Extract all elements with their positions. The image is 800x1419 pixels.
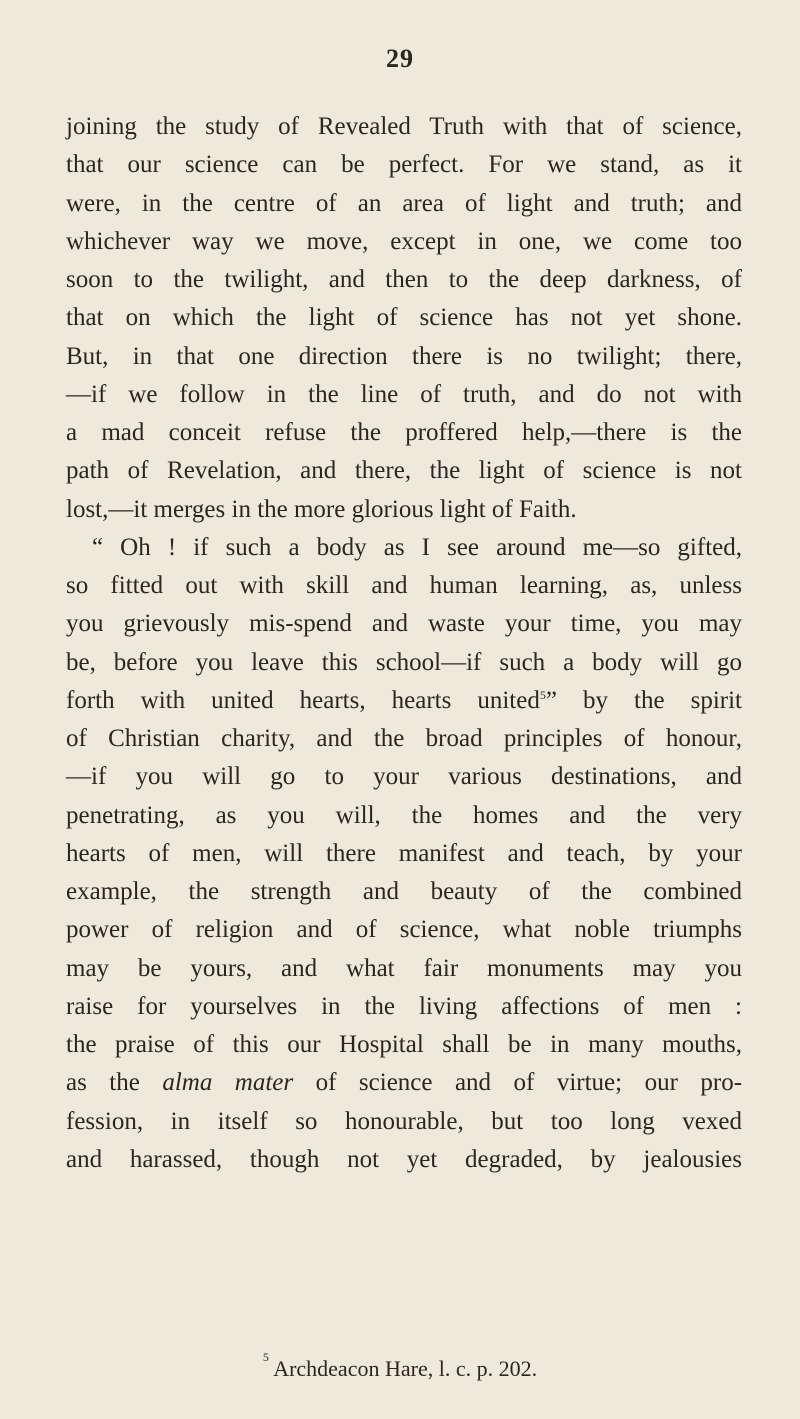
text-line: soon to the twilight, and then to the deep darkness, of <box>66 266 742 293</box>
footnote-mark: 5 <box>262 1350 269 1364</box>
text-line: that our science can be perfect. For we stand, as it <box>66 151 742 179</box>
text-line: a mad conceit refuse the proffered help,—there is the <box>66 419 742 446</box>
text-line: be, before you leave this school—if such a body will go <box>66 648 742 676</box>
text-line: you grievously mis-spend and waste your time, you may <box>66 610 742 638</box>
text-line: were, in the centre of an area of light and truth; and <box>66 189 742 217</box>
footnote-reference: 5 <box>539 687 546 702</box>
text-line: so fitted out with skill and human learning, as, unless <box>66 572 742 599</box>
text-line: of Christian charity, and the broad principles of honour, <box>66 725 742 752</box>
text-line: penetrating, as you will, the homes and the very <box>66 801 742 829</box>
text-line: whichever way we move, except in one, we come too <box>66 227 742 255</box>
text-line: lost,—it merges in the more glorious light of Faith. <box>66 495 577 523</box>
text-line: example, the strength and beauty of the combined <box>66 878 742 905</box>
italic-phrase: alma mater <box>162 1069 294 1097</box>
text-line-with-italic <box>66 1064 742 1102</box>
text-line: path of Revelation, and there, the light of science is not <box>66 457 742 485</box>
text-line: But, in that one direction there is no twilight; there, <box>66 342 742 370</box>
page-number: 29 <box>386 44 414 73</box>
text-line: fession, in itself so honourable, but too long vexed <box>66 1107 742 1135</box>
text-line: power of religion and of science, what noble triumphs <box>66 916 742 944</box>
footnote-text: Archdeacon Hare, l. c. p. 202. <box>273 1356 538 1381</box>
text-line: hearts of men, will there manifest and teach, by your <box>66 839 742 867</box>
text-line: the praise of this our Hospital shall be in many mouths, <box>66 1031 742 1058</box>
text-line-with-footnote-ref <box>66 682 742 720</box>
text-line: that on which the light of science has not yet shone. <box>66 304 742 332</box>
text-line: “ Oh ! if such a body as I see around me—so gifted, <box>92 533 742 561</box>
text-segment: ” by the spirit <box>545 686 743 714</box>
text-line: and harassed, though not yet degraded, by jealousies <box>66 1145 742 1173</box>
text-line: —if you will go to your various destinations, and <box>66 763 742 791</box>
footnote <box>0 1350 800 1382</box>
body-text <box>66 108 742 1179</box>
text-line: raise for yourselves in the living affections of men : <box>66 992 742 1020</box>
text-segment: of science and of virtue; our pro- <box>315 1069 743 1097</box>
text-segment: as the <box>66 1069 140 1097</box>
text-line: joining the study of Revealed Truth with that of science, <box>66 113 742 140</box>
text-segment: forth with united hearts, hearts united <box>66 686 540 714</box>
text-line: —if we follow in the line of truth, and do not with <box>66 380 742 408</box>
text-line: may be yours, and what fair monuments may you <box>66 954 742 982</box>
